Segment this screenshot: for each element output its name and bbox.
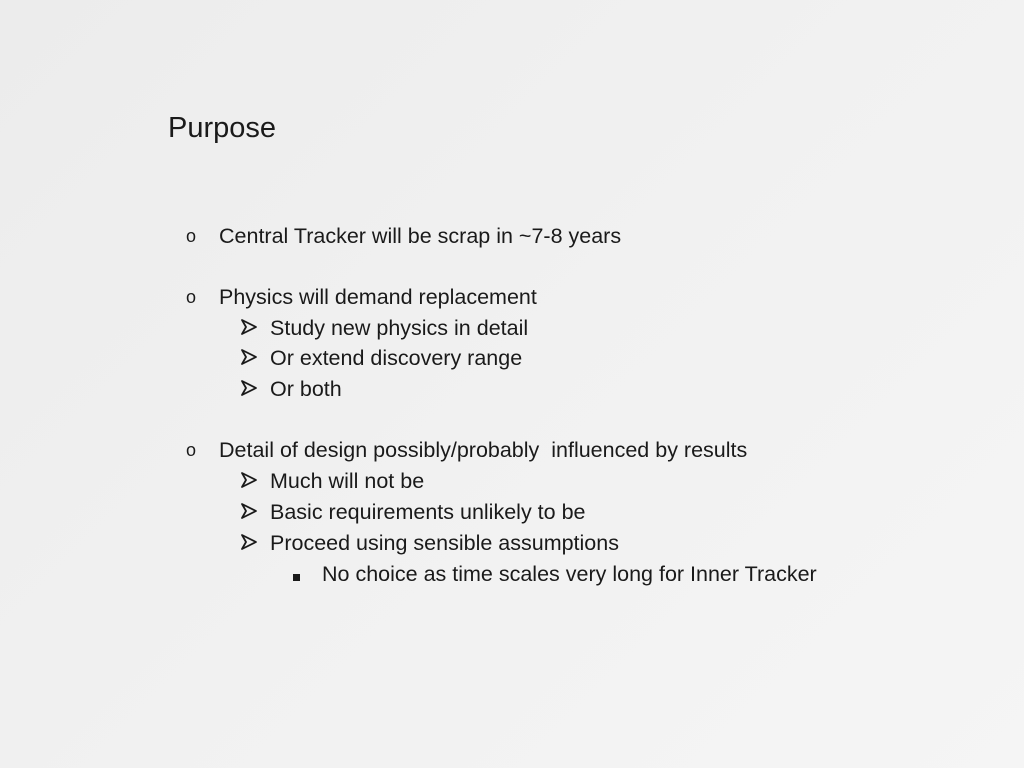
arrow-bullet-icon bbox=[240, 344, 270, 373]
arrow-bullet-icon bbox=[240, 314, 270, 343]
square-bullet-icon bbox=[290, 560, 322, 588]
bullet-item bbox=[186, 222, 621, 250]
bullet-item bbox=[186, 436, 747, 464]
sub-bullet-item bbox=[240, 344, 522, 373]
circle-bullet-icon: o bbox=[186, 226, 197, 246]
arrow-bullet-icon bbox=[240, 498, 270, 527]
slide-title: Purpose bbox=[168, 112, 277, 144]
bullet-text: Study new physics in detail bbox=[270, 316, 529, 340]
bullet-item bbox=[186, 283, 537, 311]
circle-bullet-icon: o bbox=[186, 287, 197, 307]
sub-bullet-item bbox=[240, 498, 586, 527]
sub-bullet-item bbox=[240, 375, 342, 404]
bullet-text: Central Tracker will be scrap in ~7-8 years bbox=[219, 224, 622, 248]
bullet-text: Proceed using sensible assumptions bbox=[270, 531, 619, 555]
arrow-bullet-icon bbox=[240, 529, 270, 558]
arrow-bullet-icon bbox=[240, 467, 270, 496]
sub-bullet-item bbox=[240, 314, 528, 343]
bullet-text: No choice as time scales very long for Inner Tracker bbox=[322, 562, 817, 586]
bullet-text: Or both bbox=[270, 377, 342, 401]
sub-bullet-item bbox=[240, 467, 424, 496]
bullet-text: Or extend discovery range bbox=[270, 346, 523, 370]
bullet-text: Detail of design possibly/probably influenced by results bbox=[219, 438, 748, 462]
bullet-text: Physics will demand replacement bbox=[219, 285, 537, 309]
bullet-text: Much will not be bbox=[270, 469, 425, 493]
sub-sub-bullet-item bbox=[290, 560, 817, 588]
sub-bullet-item bbox=[240, 529, 619, 558]
bullet-text: Basic requirements unlikely to be bbox=[270, 500, 586, 524]
arrow-bullet-icon bbox=[240, 375, 270, 404]
circle-bullet-icon: o bbox=[186, 440, 197, 460]
